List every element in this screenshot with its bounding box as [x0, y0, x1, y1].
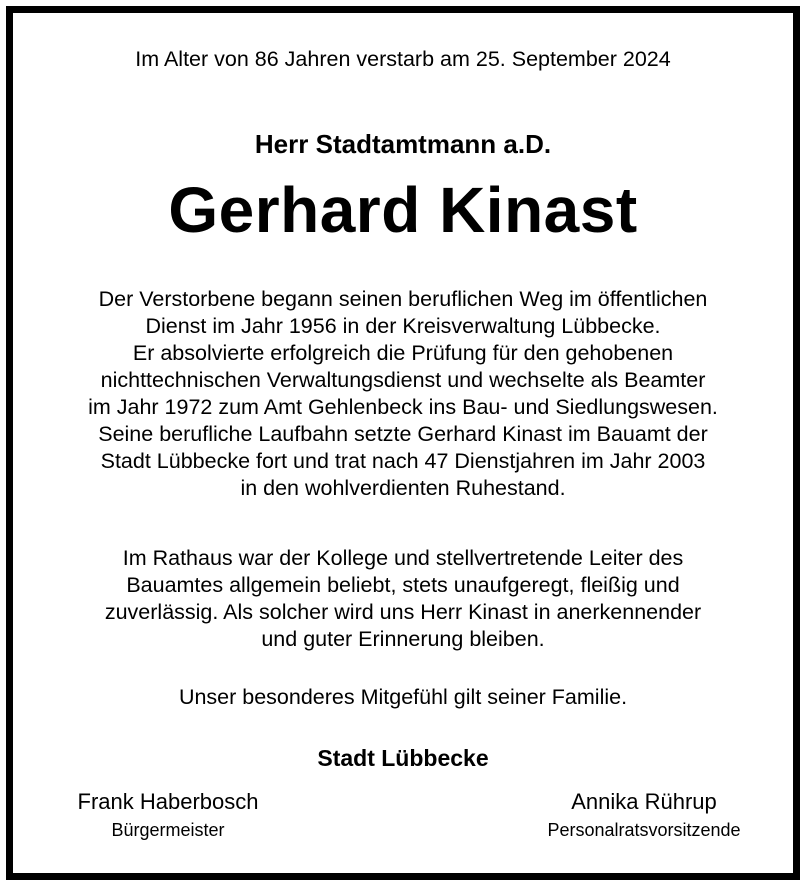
text-line: Stadt Lübbecke fort und trat nach 47 Dienstjahren im Jahr 2003: [100, 449, 706, 473]
text-line: Bauamtes allgemein beliebt, stets unaufgeregt, fleißig und: [126, 573, 680, 597]
signatory-role: Bürgermeister: [111, 820, 225, 840]
text-line: Dienst im Jahr 1956 in der Kreisverwaltung Lübbecke.: [145, 314, 661, 338]
obituary-notice: [6, 6, 800, 880]
text-line: im Jahr 1972 zum Amt Gehlenbeck ins Bau- und Siedlungswesen.: [88, 395, 718, 419]
signatory-name: Annika Rührup: [571, 789, 717, 814]
sympathy-text: Unser besonderes Mitgefühl gilt seiner Familie.: [178, 685, 628, 709]
text-line: Seine berufliche Laufbahn setzte Gerhard Kinast im Bauamt der: [98, 422, 708, 446]
deceased-name: Gerhard Kinast: [168, 174, 638, 246]
signatory-mayor: [53, 789, 283, 841]
signatory-name: Frank Haberbosch: [77, 789, 259, 814]
text-line: und guter Erinnerung bleiben.: [261, 627, 545, 651]
text-line: Der Verstorbene begann seinen beruflichen Weg im öffentlichen: [98, 287, 708, 311]
honorific-title: Herr Stadtamtmann a.D.: [254, 129, 552, 159]
text-line: nichttechnischen Verwaltungsdienst und wechselte als Beamter: [100, 368, 706, 392]
text-line: zuverlässig. Als solcher wird uns Herr Kinast in anerkennender: [104, 600, 702, 624]
organization-name: Stadt Lübbecke: [317, 745, 489, 771]
intro-text: Im Alter von 86 Jahren verstarb am 25. September 2024: [135, 47, 671, 71]
tribute-paragraph: [13, 545, 793, 653]
signatory-role: Personalratsvorsitzende: [547, 820, 741, 840]
biography-paragraph: [13, 286, 793, 502]
text-line: Im Rathaus war der Kollege und stellvertretende Leiter des: [122, 546, 684, 570]
signatory-staff-council: [509, 789, 779, 841]
text-line: in den wohlverdienten Ruhestand.: [240, 476, 566, 500]
text-line: Er absolvierte erfolgreich die Prüfung für den gehobenen: [132, 341, 674, 365]
